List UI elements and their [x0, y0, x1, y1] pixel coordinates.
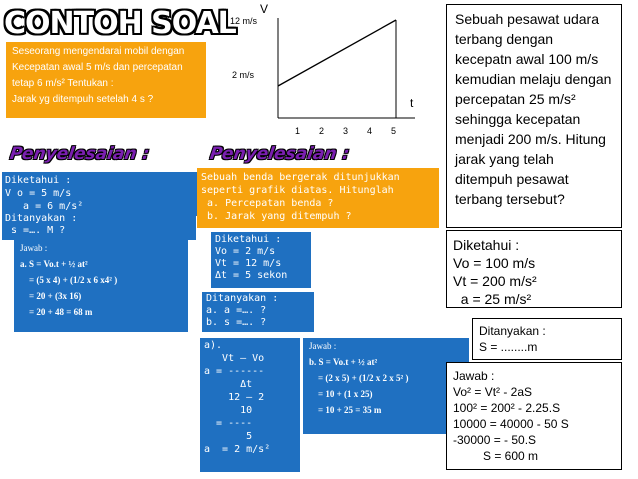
jawab2a-line-5: 12 – 2: [204, 392, 265, 403]
jawab2a-line-6: 10: [204, 405, 253, 416]
problem1-line-3: tetap 6 m/s² Tentukan :: [12, 78, 114, 89]
ditanyakan2-box: [202, 292, 314, 332]
graph-y-low-label: 2 m/s: [232, 70, 255, 80]
jawab2a-result: a = 2 m/s²: [204, 444, 271, 455]
page-title: CONTOH SOAL: [4, 6, 236, 41]
jawab3-line-5: -30000 = - 50.S: [453, 433, 537, 447]
jawab1-formula: a. S = Vo.t + ½ at²: [20, 259, 88, 269]
jawab1-label: Jawab :: [20, 243, 48, 253]
graph-x-label: t: [410, 96, 414, 110]
ditanyakan3-question: S = ........m: [479, 340, 538, 354]
ditanyakan2-label: Ditanyakan :: [206, 293, 279, 304]
problem2-box: [197, 168, 439, 228]
diketahui2-dt: Δt = 5 sekon: [215, 270, 288, 281]
ditanyakan3-box: [472, 318, 622, 360]
graph-y-label: V: [260, 2, 269, 16]
problem1-line-4: Jarak yg ditempuh setelah 4 s ?: [12, 94, 154, 105]
diketahui2-vt: Vt = 12 m/s: [215, 258, 282, 269]
diketahui1-a: a = 6 m/s²: [5, 201, 84, 212]
jawab2a-line-3: a = ------: [204, 366, 265, 377]
jawab2a-line-8: 5: [204, 431, 253, 442]
diketahui2-vo: Vo = 2 m/s: [215, 246, 276, 257]
jawab1-step2: = 20 + (3x 16): [20, 291, 82, 301]
diketahui3-box: [446, 230, 622, 308]
ditanyakan2-a: a. a =…. ?: [206, 305, 267, 316]
penyelesaian-left-heading: Penyelesaian :: [8, 144, 151, 164]
jawab3-line-2: Vo² = Vt² - 2aS: [453, 385, 533, 399]
problem1-line-2: Kecepatan awal 5 m/s dan percepatan: [12, 62, 183, 73]
ditanyakan2-b: b. s =…. ?: [206, 317, 267, 328]
problem1-box: [6, 42, 206, 118]
jawab3-box: [446, 362, 622, 470]
problem2-line-2: seperti grafik diatas. Hitunglah: [201, 185, 394, 196]
jawab1-result: = 20 + 48 = 68 m: [20, 307, 93, 317]
graph-svg: [230, 0, 440, 150]
jawab2a-line-4: Δt: [204, 379, 253, 390]
ditanyakan1-question: s =…. M ?: [5, 225, 66, 236]
graph-x-tick-2: 2: [319, 126, 325, 136]
jawab2a-line-7: = ----: [204, 418, 253, 429]
problem2-line-1: Sebuah benda bergerak ditunjukkan: [201, 172, 400, 183]
problem1-line-1: Seseorang mengendarai mobil dengan: [12, 46, 185, 57]
velocity-time-graph: [230, 0, 440, 150]
jawab3-result: S = 600 m: [453, 449, 539, 463]
jawab1-box: [14, 240, 188, 332]
diketahui2-label: Diketahui :: [215, 234, 282, 245]
diketahui2-box: [211, 232, 311, 288]
jawab2b-result: = 10 + 25 = 35 m: [309, 405, 382, 415]
diketahui1-vo: V o = 5 m/s: [5, 188, 72, 199]
problem3-text: Sebuah pesawat udara terbang dengan kecepatn awal 100 m/s kemudian melaju dengan percepatan 25 m/s² sehingga kecepatan menjadi 200 m/s. Hitung jarak yang telah ditempuh pesawat terbang tersebut?: [455, 11, 612, 207]
problem2-line-3: a. Percepatan benda ?: [201, 198, 334, 209]
ditanyakan3-label: Ditanyakan :: [479, 324, 546, 338]
graph-line: [278, 20, 396, 86]
problem3-box: [446, 4, 622, 228]
diketahui1-box: [2, 172, 198, 216]
graph-x-tick-1: 1: [295, 126, 301, 136]
graph-y-top-label: 12 m/s: [230, 16, 258, 26]
diketahui3-vt: Vt = 200 m/s²: [453, 273, 537, 289]
jawab2b-label: Jawab :: [309, 341, 337, 351]
jawab2b-step1: = (2 x 5) + (1/2 x 2 x 5² ): [309, 373, 409, 383]
jawab2b-box: [303, 338, 469, 434]
problem2-line-4: b. Jarak yang ditempuh ?: [201, 211, 352, 222]
ditanyakan1-label: Ditanyakan :: [5, 213, 78, 224]
diketahui3-a: a = 25 m/s²: [453, 291, 532, 307]
graph-x-tick-3: 3: [343, 126, 349, 136]
jawab2a-line-2: Vt – Vo: [204, 353, 265, 364]
jawab1-step1: = (5 x 4) + (1/2 x 6 x4² ): [20, 275, 118, 285]
jawab2a-label: a).: [204, 340, 223, 351]
jawab2b-step2: = 10 + (1 x 25): [309, 389, 373, 399]
jawab3-label: Jawab :: [453, 369, 495, 383]
jawab2a-box: [200, 338, 300, 472]
graph-x-tick-5: 5: [391, 126, 397, 136]
diketahui3-vo: Vo = 100 m/s: [453, 255, 536, 271]
jawab3-line-4: 10000 = 40000 - 50 S: [453, 417, 569, 431]
jawab3-line-3: 100² = 200² - 2.25.S: [453, 401, 561, 415]
penyelesaian-right-heading: Penyelesaian :: [208, 144, 351, 164]
jawab2b-formula: b. S = Vo.t + ½ at²: [309, 357, 378, 367]
diketahui1-label: Diketahui :: [5, 175, 72, 186]
ditanyakan1-box: [2, 212, 196, 240]
graph-x-tick-4: 4: [367, 126, 373, 136]
diketahui3-label: Diketahui :: [453, 237, 520, 253]
